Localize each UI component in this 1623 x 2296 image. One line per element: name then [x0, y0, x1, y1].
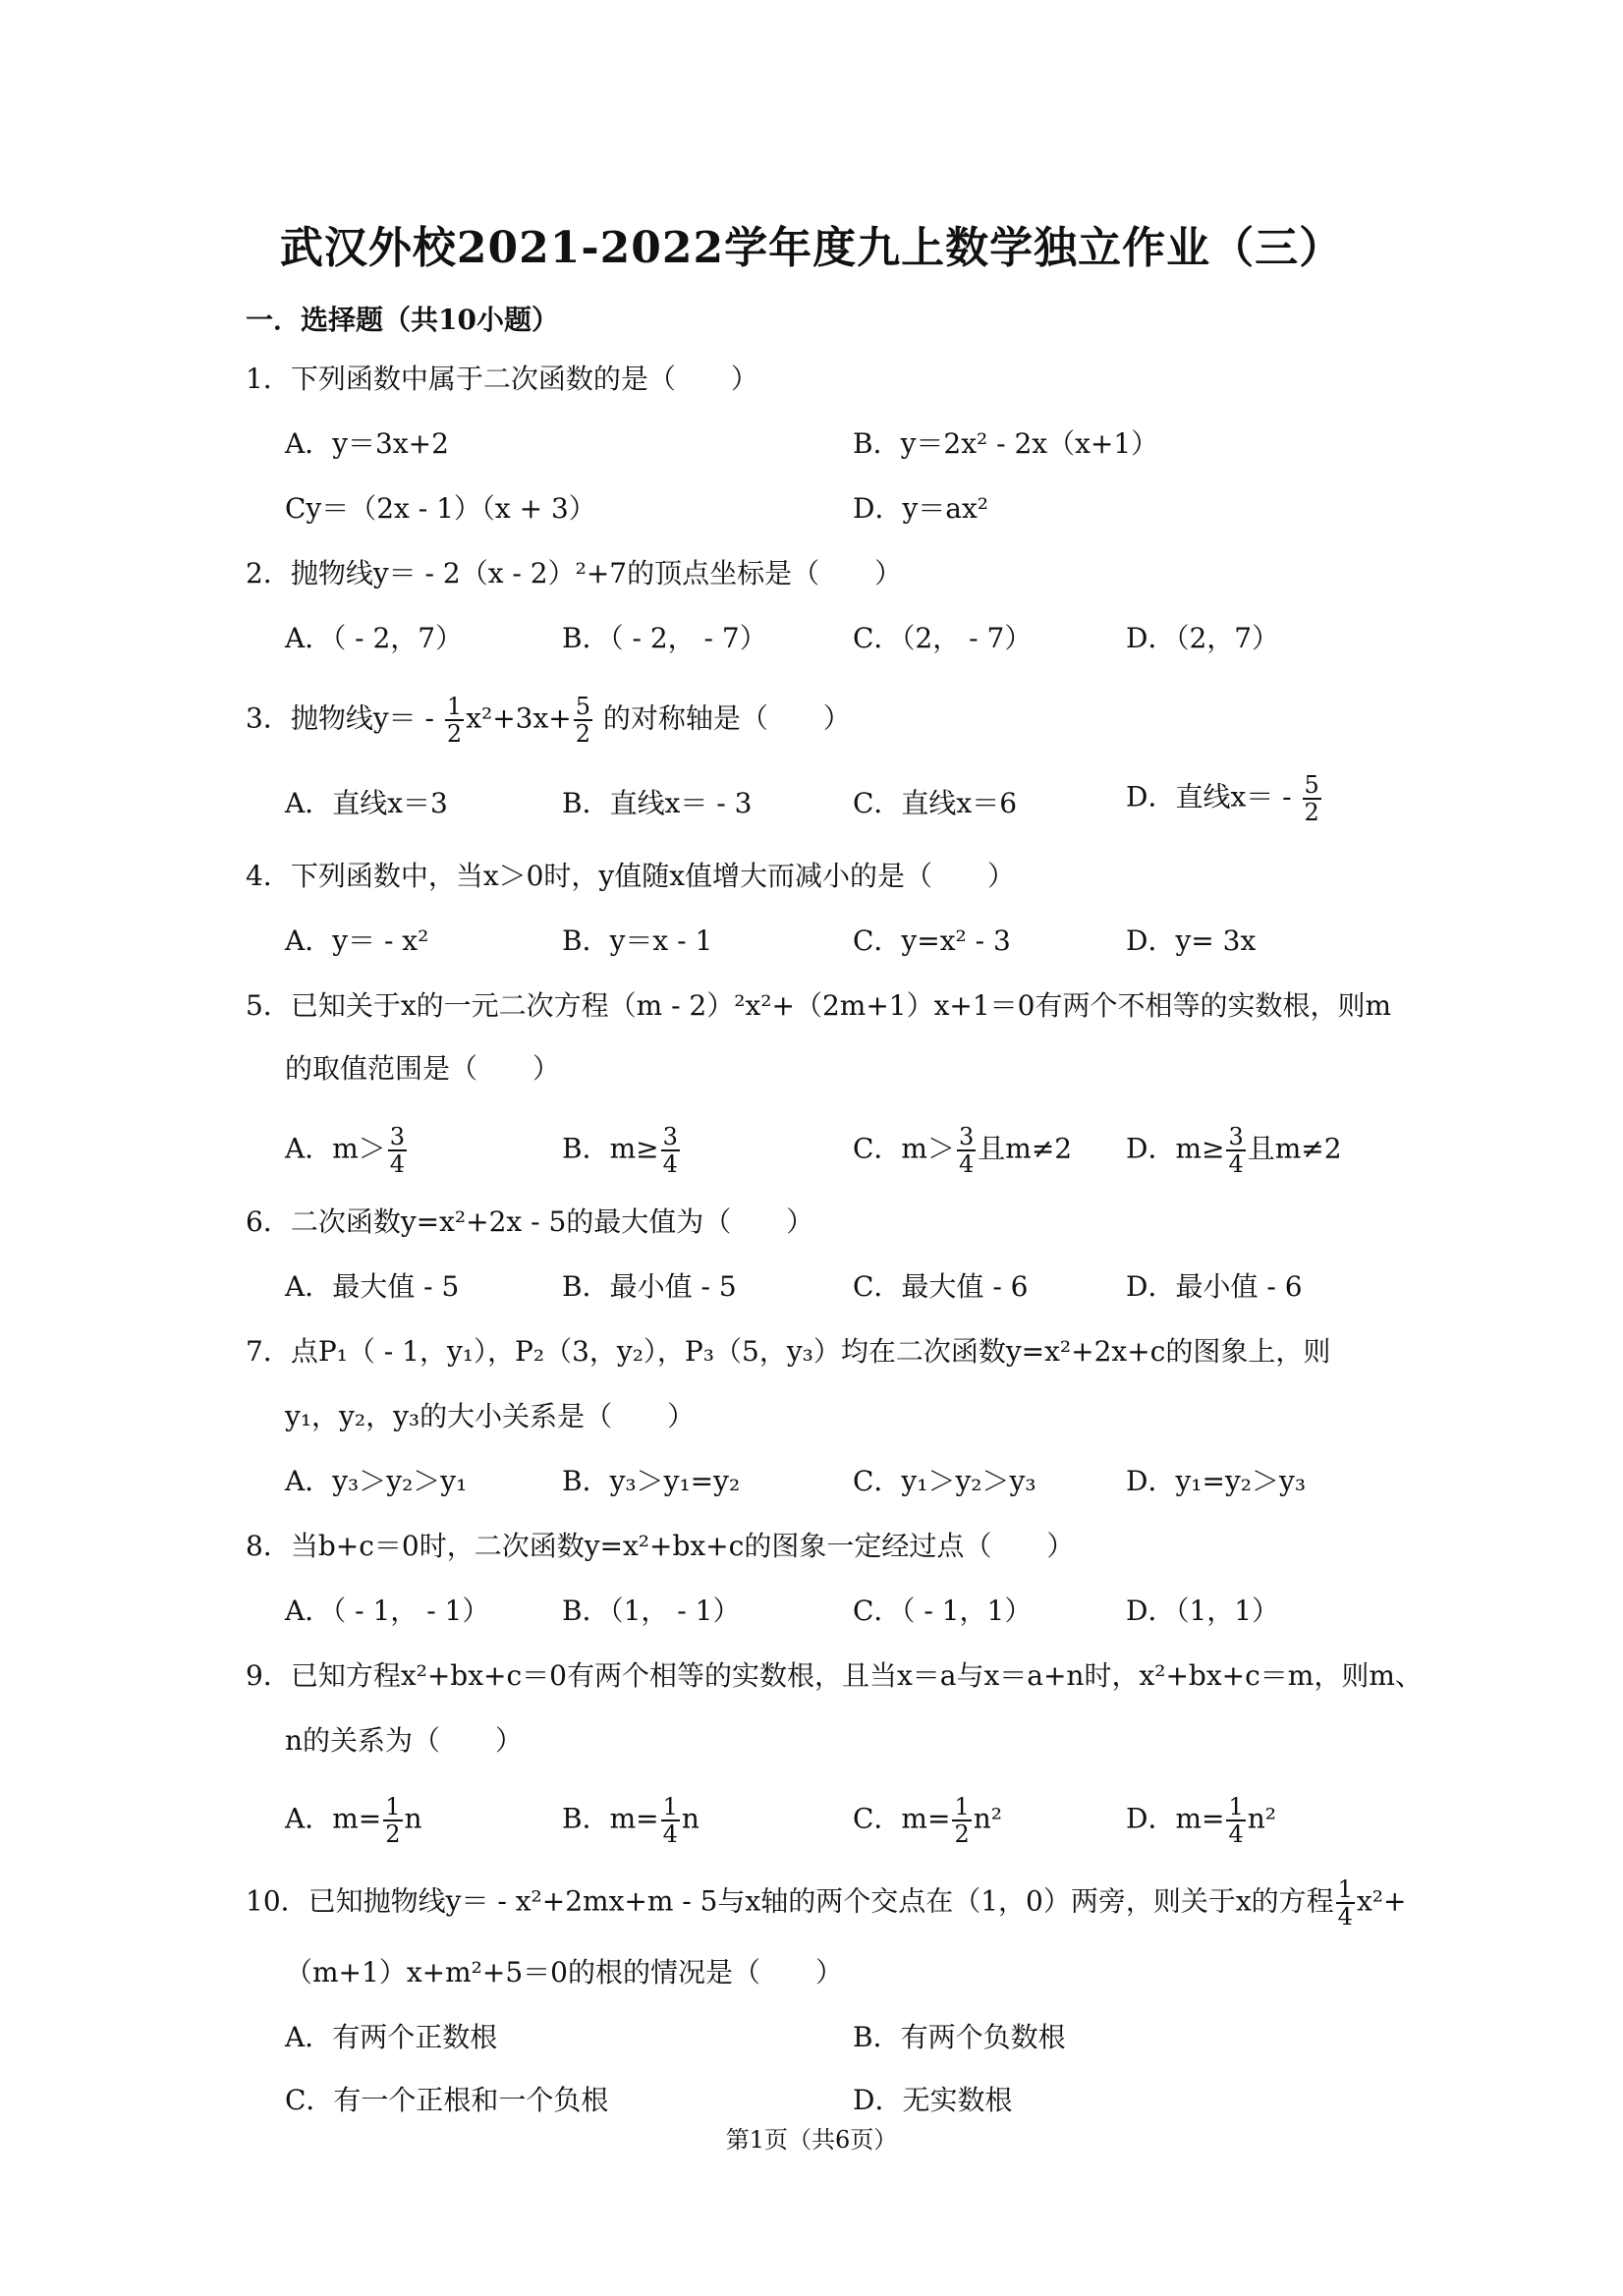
question-number: 2． [246, 557, 291, 589]
fraction: $\frac{3}{4}$ [1228, 1123, 1244, 1178]
q6-option-d: D．最小值 - 6 [1126, 1270, 1303, 1303]
q5-option-c: C．m＞ $\frac{3}{4}$ 且m≠2 [853, 1123, 1073, 1178]
q7-option-c: C．y₁＞y₂＞y₃ [853, 1465, 1036, 1497]
q8-option-b: B．（1， - 1） [562, 1595, 741, 1627]
question-10 [246, 1876, 1406, 1930]
fraction: $\frac{1}{2}$ [446, 693, 463, 748]
q9-option-d: D．m= $\frac{1}{4}$ n² [1126, 1793, 1277, 1848]
q2-option-a: A．（ - 2，7） [285, 622, 464, 654]
question-9-continued: n的关系为（ ） [285, 1724, 524, 1757]
q7-option-d: D．y₁=y₂＞y₃ [1126, 1465, 1307, 1497]
q9-option-a: A．m= $\frac{1}{2}$ n [285, 1793, 422, 1848]
fraction: $\frac{5}{2}$ [575, 693, 591, 748]
fraction: $\frac{3}{4}$ [662, 1123, 678, 1178]
question-number: 8． [246, 1530, 291, 1562]
q6-option-c: C．最大值 - 6 [853, 1270, 1029, 1303]
q3-option-a: A．直线x＝3 [285, 787, 448, 819]
fraction: $\frac{3}{4}$ [389, 1123, 406, 1178]
page-title: 武汉外校2021-2022学年度九上数学独立作业（三） [279, 223, 1344, 273]
fraction: $\frac{1}{2}$ [954, 1793, 970, 1848]
q4-option-d: D．y= 3x [1126, 924, 1257, 957]
q7-option-a: A．y₃＞y₂＞y₁ [285, 1465, 468, 1497]
question-number: 5． [246, 989, 291, 1022]
fraction: $\frac{3}{4}$ [958, 1123, 975, 1178]
question-4 [246, 855, 1015, 898]
question-10-continued: （m+1）x+m²+5＝0的根的情况是（ ） [285, 1956, 843, 1988]
question-number: 4． [246, 860, 291, 892]
question-7 [246, 1330, 1330, 1373]
q1-option-b: B．y＝2x² - 2x（x+1） [853, 427, 1159, 460]
question-5-continued: 的取值范围是（ ） [285, 1052, 561, 1085]
question-text: 抛物线y＝ - [290, 701, 443, 735]
q3-option-b: B．直线x＝ - 3 [562, 787, 753, 819]
question-number: 3． [246, 701, 291, 735]
page-footer: 第1页（共6页） [725, 2126, 898, 2154]
q3-option-d: D．直线x＝ - $\frac{5}{2}$ [1126, 771, 1319, 826]
fraction: $\frac{1}{4}$ [1228, 1793, 1244, 1848]
q4-option-b: B．y＝x - 1 [562, 924, 713, 957]
q10-option-b: B．有两个负数根 [853, 2021, 1066, 2053]
question-number: 6． [246, 1205, 291, 1238]
question-text: 当b+c＝0时，二次函数y=x²+bx+c的图象一定经过点（ ） [290, 1530, 1075, 1562]
question-number: 9． [246, 1659, 291, 1692]
question-text: 下列函数中，当x＞0时，y值随x值增大而减小的是（ ） [290, 860, 1016, 892]
question-text: 已知抛物线y＝ - x²+2mx+m - 5与x轴的两个交点在（1，0）两旁，则关于x的方程 [308, 1884, 1334, 1918]
question-text: 点P₁（ - 1，y₁），P₂（3，y₂），P₃（5，y₃）均在二次函数y=x²+2x+c的图象上，则 [290, 1335, 1331, 1368]
q3-option-c: C．直线x＝6 [853, 787, 1018, 819]
fraction: $\frac{1}{4}$ [662, 1793, 678, 1848]
question-text: 抛物线y＝ - 2（x - 2）²+7的顶点坐标是（ ） [290, 557, 903, 589]
q6-option-b: B．最小值 - 5 [562, 1270, 737, 1303]
question-2 [246, 552, 902, 595]
question-text: 已知关于x的一元二次方程（m - 2）²x²+（2m+1）x+1＝0有两个不相等的实数根，则m [290, 989, 1392, 1022]
q2-option-c: C．（2， - 7） [853, 622, 1033, 654]
q9-option-b: B．m= $\frac{1}{4}$ n [562, 1793, 700, 1848]
section-heading: 一．选择题（共10小题） [246, 304, 559, 336]
question-text: 二次函数y=x²+2x - 5的最大值为（ ） [290, 1205, 814, 1238]
question-number: 10． [246, 1884, 308, 1918]
q10-option-d: D．无实数根 [853, 2084, 1013, 2116]
question-number: 1． [246, 363, 291, 395]
fraction: $\frac{1}{2}$ [385, 1793, 401, 1848]
question-7-continued: y₁，y₂，y₃的大小关系是（ ） [285, 1400, 696, 1432]
fraction: $\frac{5}{2}$ [1304, 771, 1319, 826]
q10-option-c: C．有一个正根和一个负根 [285, 2084, 609, 2116]
question-text: 的对称轴是（ ） [594, 701, 851, 735]
q2-option-d: D．（2，7） [1126, 622, 1280, 654]
question-5 [246, 984, 1391, 1028]
question-9 [246, 1654, 1423, 1698]
q5-option-a: A．m＞ $\frac{3}{4}$ [285, 1123, 406, 1178]
q1-option-c: Cy＝（2x - 1）（x + 3） [285, 492, 596, 525]
q4-option-a: A．y＝ - x² [285, 924, 429, 957]
q7-option-b: B．y₃＞y₁=y₂ [562, 1465, 741, 1497]
q9-option-c: C．m= $\frac{1}{2}$ n² [853, 1793, 1002, 1848]
question-3 [246, 694, 851, 747]
fraction: $\frac{1}{4}$ [1337, 1876, 1353, 1931]
question-number: 7． [246, 1335, 291, 1368]
q6-option-a: A．最大值 - 5 [285, 1270, 460, 1303]
question-6 [246, 1201, 813, 1244]
question-text: 已知方程x²+bx+c＝0有两个相等的实数根，且当x＝a与x＝a+n时，x²+bx+c＝m，则m、 [290, 1659, 1423, 1692]
question-1 [246, 358, 758, 401]
question-text: x²+3x+ [466, 701, 572, 735]
q1-option-d: D．y＝ax² [853, 492, 988, 525]
q4-option-c: C．y=x² - 3 [853, 924, 1011, 957]
q2-option-b: B．（ - 2， - 7） [562, 622, 767, 654]
q1-option-a: A．y＝3x+2 [285, 427, 449, 460]
q8-option-c: C．（ - 1，1） [853, 1595, 1033, 1627]
question-text: 下列函数中属于二次函数的是（ ） [290, 363, 758, 395]
question-text: x²+ [1356, 1884, 1407, 1918]
q8-option-a: A．（ - 1， - 1） [285, 1595, 490, 1627]
q5-option-d: D．m≥ $\frac{3}{4}$ 且m≠2 [1126, 1123, 1342, 1178]
q8-option-d: D．（1，1） [1126, 1595, 1280, 1627]
question-8 [246, 1525, 1074, 1568]
q5-option-b: B．m≥ $\frac{3}{4}$ [562, 1123, 678, 1178]
q10-option-a: A．有两个正数根 [285, 2021, 498, 2053]
